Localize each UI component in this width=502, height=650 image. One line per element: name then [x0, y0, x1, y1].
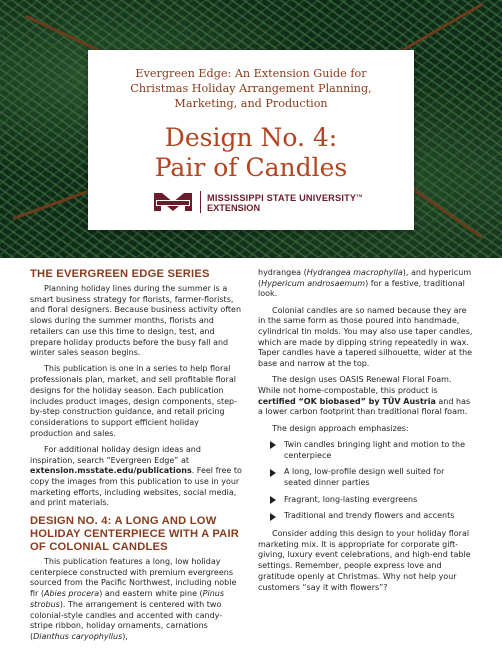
logo-division: EXTENSION — [207, 203, 261, 214]
title-line-2: Pair of Candles — [154, 153, 348, 182]
evergreen-hero-image — [0, 0, 502, 258]
logo-university-name: MISSISSIPPI STATE UNIVERSITY — [207, 193, 357, 204]
title-card — [88, 50, 414, 230]
twig-decoration — [407, 184, 482, 238]
right-column — [258, 268, 474, 599]
paragraph: The design uses OASIS Renewal Floral Foam. While not home-compostable, this product is certified “OK biobased” by TÜV Austria and has a lower carbon footprint than traditional floral foam. — [258, 375, 471, 417]
paragraph: This publication features a long, low holiday centerpiece constructed with premium evergreens sourced from the Pacific Northwest, including noble fir (Abies procera) and eastern white pine (Pinus strobus). The arrangement is centered with two colonial-style candles and accented with candy-stripe ribbon, holiday ornaments, carnations (Dianthus caryophyllus), — [30, 557, 237, 641]
list-item: A long, low-profile design well suited for seated dinner parties — [270, 467, 474, 488]
section-heading-series: THE EVERGREEN EDGE SERIES — [30, 268, 210, 280]
paragraph-continued: hydrangea (Hydrangea macrophylla), and hypericum (Hypericum androsaemum) for a festive, traditional look. — [258, 268, 472, 299]
series-subtitle: Evergreen Edge: An Extension Guide for Christmas Holiday Arrangement Planning, Marketing, and Production — [130, 67, 372, 110]
msu-extension-logo — [152, 189, 362, 215]
title-line-1: Design No. 4: — [164, 123, 338, 152]
list-item: Twin candles bringing light and motion to the centerpiece — [270, 440, 474, 461]
section-heading-design: DESIGN NO. 4: A LONG AND LOW HOLIDAY CENTERPIECE WITH A PAIR OF COLONIAL CANDLES — [30, 515, 240, 554]
triangle-bullet-icon — [270, 513, 276, 521]
list-item: Traditional and trendy flowers and accents — [270, 511, 474, 522]
logo-trademark: TM — [356, 192, 363, 198]
paragraph: The design approach emphasizes: — [272, 423, 409, 433]
triangle-bullet-icon — [270, 441, 276, 449]
publications-link[interactable]: extension.msstate.edu/publications — [30, 466, 192, 476]
paragraph: Consider adding this design to your holiday floral marketing mix. It is appropriate for corporate gift-giving, luxury event celebrations, and high-end table settings. Remember, people express love and gratitude openly at Christmas. Why not help your customers “say it with flowers”? — [258, 529, 471, 592]
paragraph: Colonial candles are so named because they are in the same form as those poured into handmade, cylindrical tin molds. You may also use taper candles, which are made by dipping string repeatedly in wax. Taper candles have a tapered silhouette, wider at the base and narrow at the top. — [258, 305, 473, 369]
logo-divider — [200, 191, 201, 213]
design-approach-list — [270, 440, 474, 522]
paragraph: This publication is one in a series to help floral professionals plan, market, and sell profitable floral designs for the holiday season. Each publication includes product images, design components, step-by-step construction guidance, and retail pricing considerations to support efficient holiday production and sales. — [30, 364, 237, 438]
paragraph: For additional holiday design ideas and inspiration, search “Evergreen Edge” at extension.msstate.edu/publications. Feel free to copy the images from this publication to use in your marketing efforts, including websites, social media, and print materials. — [30, 444, 242, 508]
logo-wordmark — [207, 191, 362, 213]
triangle-bullet-icon — [270, 469, 276, 477]
page-title — [88, 123, 414, 183]
msu-logo-icon — [152, 189, 194, 215]
triangle-bullet-icon — [270, 496, 276, 504]
paragraph: Planning holiday lines during the summer is a smart business strategy for florists, farmer-florists, and floral designers. Because business activity often slows during the summer months, florists and retailers can use this time to design, test, and prepare holiday products before the busy fall and winter sales season begins. — [30, 284, 242, 358]
list-item: Fragrant, long-lasting evergreens — [270, 495, 474, 506]
left-column — [30, 268, 244, 648]
